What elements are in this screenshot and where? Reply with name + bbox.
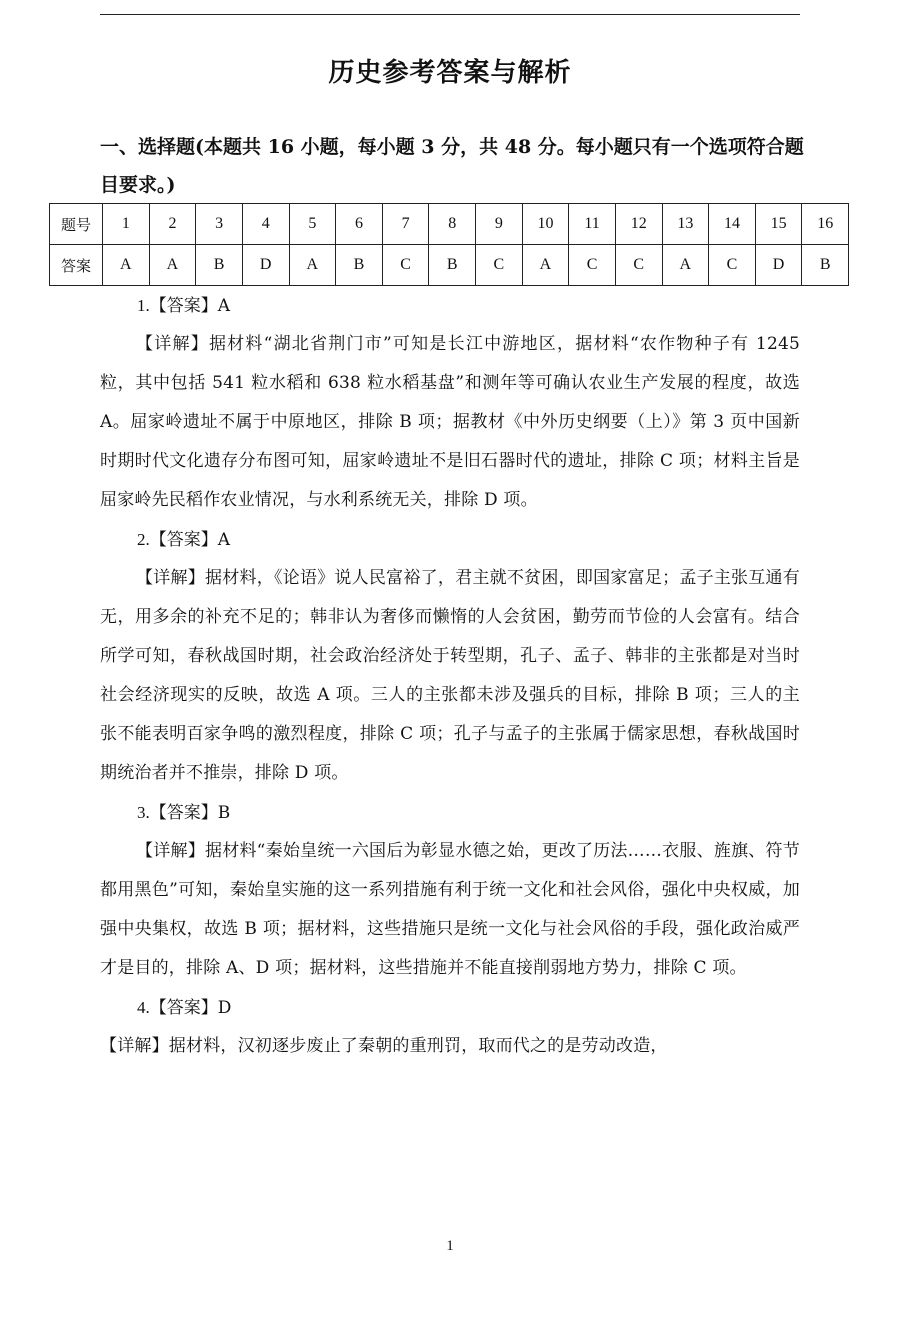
row-label-question: 题号 bbox=[50, 204, 103, 245]
question-number-cell: 4 bbox=[242, 204, 289, 245]
answer-cell: A bbox=[522, 245, 569, 286]
answer-label: 【答案】D bbox=[149, 998, 232, 1018]
question-number-cell: 9 bbox=[476, 204, 523, 245]
page-title: 历史参考答案与解析 bbox=[328, 58, 572, 88]
explanation-3: 【详解】据材料“秦始皇统一六国后为彰显水德之始，更改了历法……衣服、旌旗、符节都用黑色”可知，秦始皇实施的这一系列措施有利于统一文化和社会风俗，强化中央权威，加强中央集权，故选 B 项；据材料，这些措施只是统一文化与社会风俗的手段，强化政治威严才是目的，排除 A、D 项；据材料，这些措施并不能直接削弱地方势力，排除 C 项。 bbox=[100, 841, 800, 978]
question-number-cell: 13 bbox=[662, 204, 709, 245]
answer-cell: C bbox=[615, 245, 662, 286]
question-number-cell: 3 bbox=[196, 204, 243, 245]
question-number: 4. bbox=[137, 998, 150, 1017]
section-heading: 一、选择题(本题共 16 小题，每小题 3 分，共 48 分。每小题只有一个选项符合题目要求。) bbox=[100, 136, 804, 196]
answer-label: 【答案】A bbox=[149, 530, 231, 550]
question-number-cell: 8 bbox=[429, 204, 476, 245]
question-number-cell: 14 bbox=[709, 204, 756, 245]
answer-cell: D bbox=[242, 245, 289, 286]
answer-table bbox=[49, 203, 849, 286]
answer-cell: C bbox=[569, 245, 616, 286]
question-number-row bbox=[50, 204, 849, 245]
question-number-cell: 2 bbox=[149, 204, 196, 245]
answer-line-2 bbox=[100, 520, 800, 559]
question-number: 3. bbox=[137, 803, 150, 822]
question-number-cell: 16 bbox=[802, 204, 849, 245]
row-label-answer: 答案 bbox=[50, 245, 103, 286]
answer-cell: B bbox=[336, 245, 383, 286]
question-number-cell: 10 bbox=[522, 204, 569, 245]
question-number-cell: 15 bbox=[755, 204, 802, 245]
explanation-1: 【详解】据材料“湖北省荆门市”可知是长江中游地区，据材料“农作物种子有 1245 粒，其中包括 541 粒水稻和 638 粒水稻基盘”和测年等可确认农业生产发展的程度，故选 A。屈家岭遗址不属于中原地区，排除 B 项；据教材《中外历史纲要（上）》第 3 页中国新时期时代文化遗存分布图可知，屈家岭遗址不是旧石器时代的遗址，排除 C 项；材料主旨是屈家岭先民稻作农业情况，与水利系统无关，排除 D 项。 bbox=[100, 334, 800, 510]
answer-label: 【答案】A bbox=[149, 296, 231, 316]
answer-cell: C bbox=[709, 245, 756, 286]
answer-cell: B bbox=[196, 245, 243, 286]
answer-cell: A bbox=[149, 245, 196, 286]
question-number-cell: 12 bbox=[615, 204, 662, 245]
explanations bbox=[100, 286, 800, 1066]
answer-cell: A bbox=[662, 245, 709, 286]
question-number-cell: 1 bbox=[103, 204, 150, 245]
answer-cell: C bbox=[476, 245, 523, 286]
answer-line-1 bbox=[100, 286, 800, 325]
answer-row bbox=[50, 245, 849, 286]
question-number-cell: 5 bbox=[289, 204, 336, 245]
answer-cell: B bbox=[429, 245, 476, 286]
answer-cell: C bbox=[382, 245, 429, 286]
answer-line-4 bbox=[100, 988, 800, 1027]
explanation-2: 【详解】据材料，《论语》说人民富裕了，君主就不贫困，即国家富足；孟子主张互通有无，用多余的补充不足的；韩非认为奢侈而懒惰的人会贫困，勤劳而节俭的人会富有。结合所学可知，春秋战国时期，社会政治经济处于转型期，孔子、孟子、韩非的主张都是对当时社会经济现实的反映，故选 A 项。三人的主张都未涉及强兵的目标，排除 B 项；三人的主张不能表明百家争鸣的激烈程度，排除 C 项；孔子与孟子的主张属于儒家思想，春秋战国时期统治者并不推崇，排除 D 项。 bbox=[100, 568, 800, 783]
question-number: 2. bbox=[137, 530, 150, 549]
question-number-cell: 11 bbox=[569, 204, 616, 245]
page-number: 1 bbox=[446, 1238, 454, 1254]
top-rule bbox=[100, 14, 800, 15]
answer-label: 【答案】B bbox=[149, 803, 231, 823]
answer-cell: B bbox=[802, 245, 849, 286]
question-number-cell: 6 bbox=[336, 204, 383, 245]
answer-cell: A bbox=[289, 245, 336, 286]
answer-cell: D bbox=[755, 245, 802, 286]
answer-cell: A bbox=[103, 245, 150, 286]
question-number: 1. bbox=[137, 296, 150, 315]
answer-line-3 bbox=[100, 793, 800, 832]
question-number-cell: 7 bbox=[382, 204, 429, 245]
explanation-4: 【详解】据材料，汉初逐步废止了秦朝的重刑罚，取而代之的是劳动改造， bbox=[100, 1036, 668, 1056]
